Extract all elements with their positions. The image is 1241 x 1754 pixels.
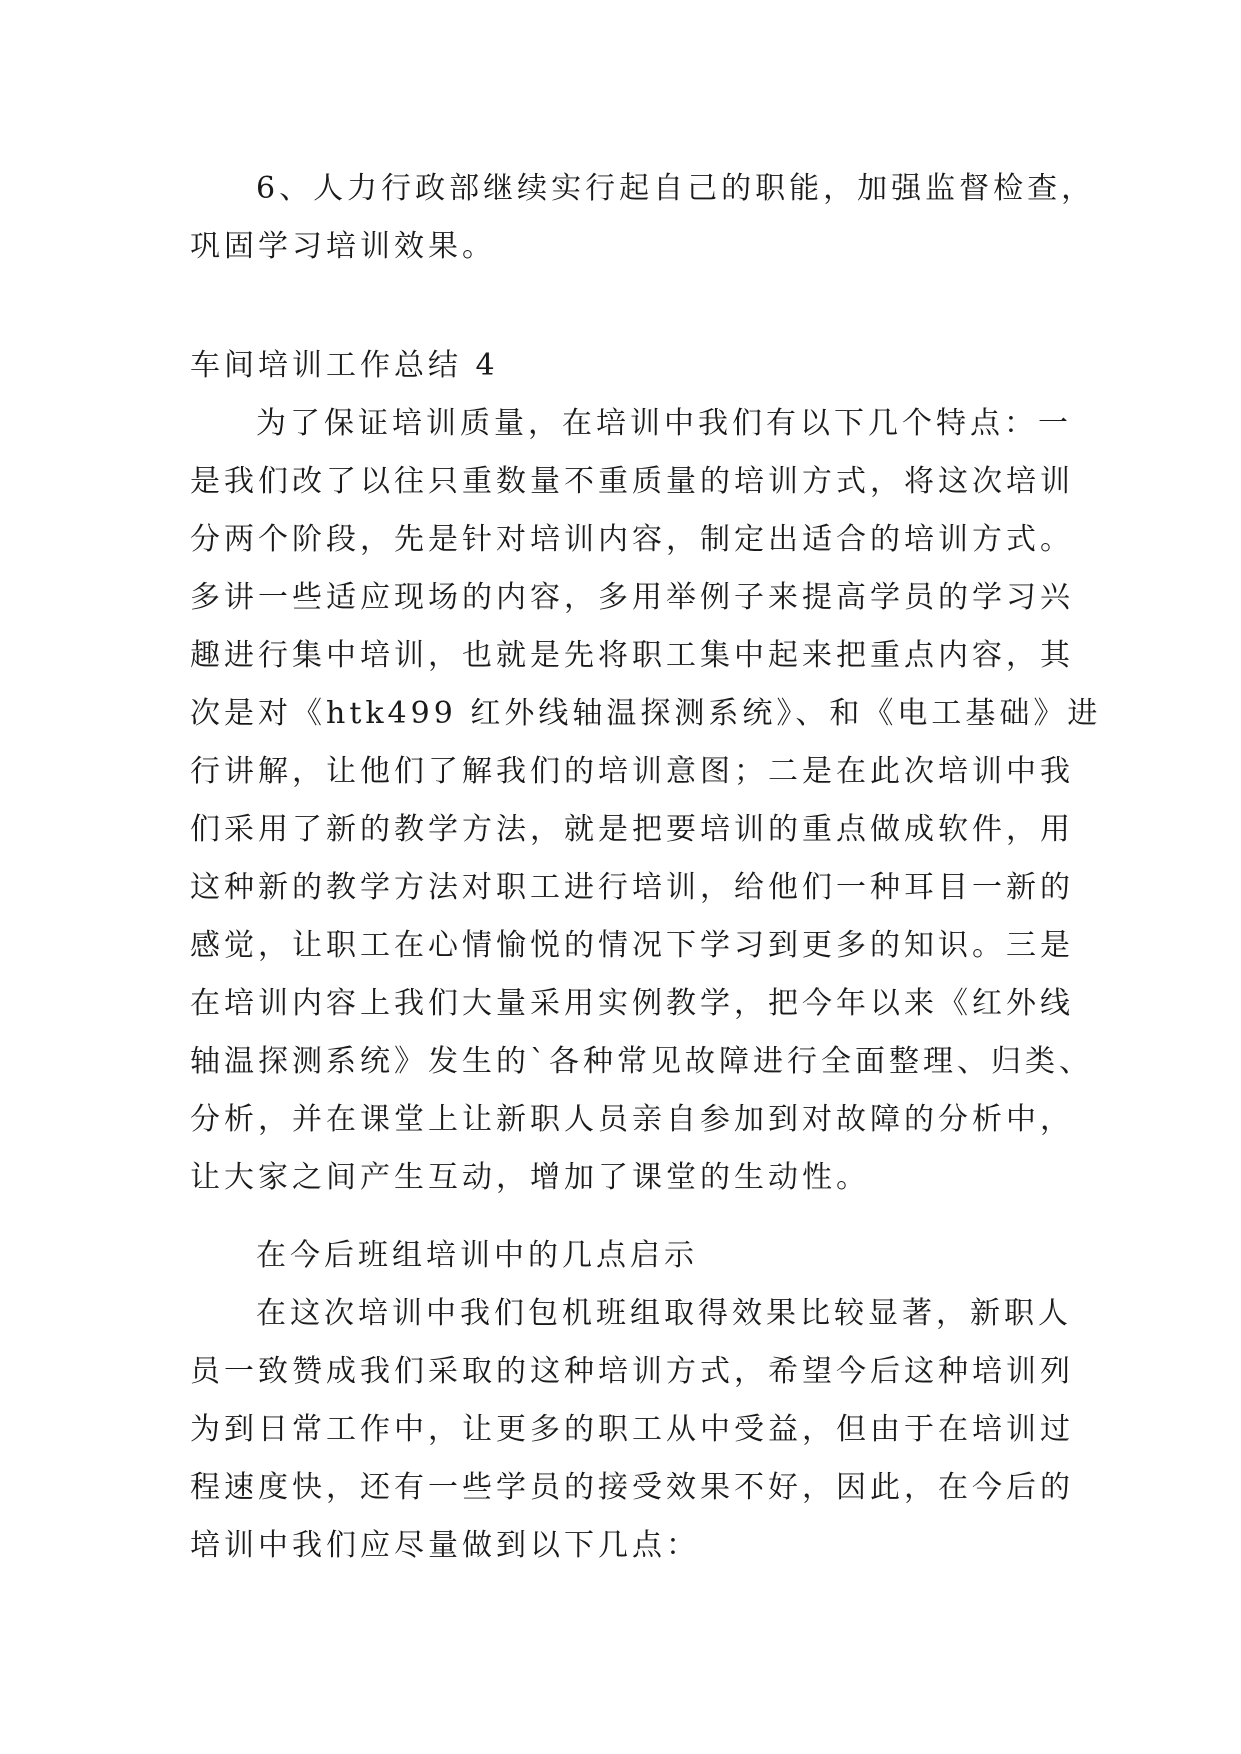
text-line: 次是对《htk499 红外线轴温探测系统》、和《电工基础》进 <box>190 696 1102 731</box>
text-line: 员一致赞成我们采取的这种培训方式，希望今后这种培训列 <box>190 1354 1074 1389</box>
paragraph-insights <box>190 1285 1074 1575</box>
text-line: 行讲解，让他们了解我们的培训意图；二是在此次培训中我 <box>190 754 1074 789</box>
heading-text: 车间培训工作总结 4 <box>190 348 499 383</box>
text-line: 培训中我们应尽量做到以下几点： <box>190 1528 700 1563</box>
text-line: 在培训内容上我们大量采用实例教学，把今年以来《红外线 <box>190 986 1074 1021</box>
text-line: 是我们改了以往只重数量不重质量的培训方式，将这次培训 <box>190 464 1074 499</box>
text-line: 6、人力行政部继续实行起自己的职能，加强监督检查， <box>256 171 1096 206</box>
subheading-text: 在今后班组培训中的几点启示 <box>256 1238 698 1273</box>
text-line: 分析，并在课堂上让新职人员亲自参加到对故障的分析中， <box>190 1102 1074 1137</box>
text-line: 轴温探测系统》发生的`各种常见故障进行全面整理、归类、 <box>190 1044 1093 1079</box>
paragraph-training-features <box>190 395 1102 1207</box>
text-line: 感觉，让职工在心情愉悦的情况下学习到更多的知识。三是 <box>190 928 1074 963</box>
text-line: 让大家之间产生互动，增加了课堂的生动性。 <box>190 1160 870 1195</box>
text-line: 们采用了新的教学方法，就是把要培训的重点做成软件，用 <box>190 812 1074 847</box>
text-line: 趣进行集中培训，也就是先将职工集中起来把重点内容，其 <box>190 638 1074 673</box>
section-heading <box>190 337 1060 395</box>
text-line: 在这次培训中我们包机班组取得效果比较显著，新职人 <box>256 1296 1072 1331</box>
text-line: 分两个阶段，先是针对培训内容，制定出适合的培训方式。 <box>190 522 1074 557</box>
text-line: 为了保证培训质量，在培训中我们有以下几个特点：一 <box>256 406 1072 441</box>
text-line: 巩固学习培训效果。 <box>190 229 496 264</box>
paragraph-item-6 <box>190 160 1096 276</box>
text-line: 多讲一些适应现场的内容，多用举例子来提高学员的学习兴 <box>190 580 1074 615</box>
text-line: 这种新的教学方法对职工进行培训，给他们一种耳目一新的 <box>190 870 1074 905</box>
text-line: 为到日常工作中，让更多的职工从中受益，但由于在培训过 <box>190 1412 1074 1447</box>
subheading <box>190 1227 1060 1285</box>
text-line: 程速度快，还有一些学员的接受效果不好，因此，在今后的 <box>190 1470 1074 1505</box>
